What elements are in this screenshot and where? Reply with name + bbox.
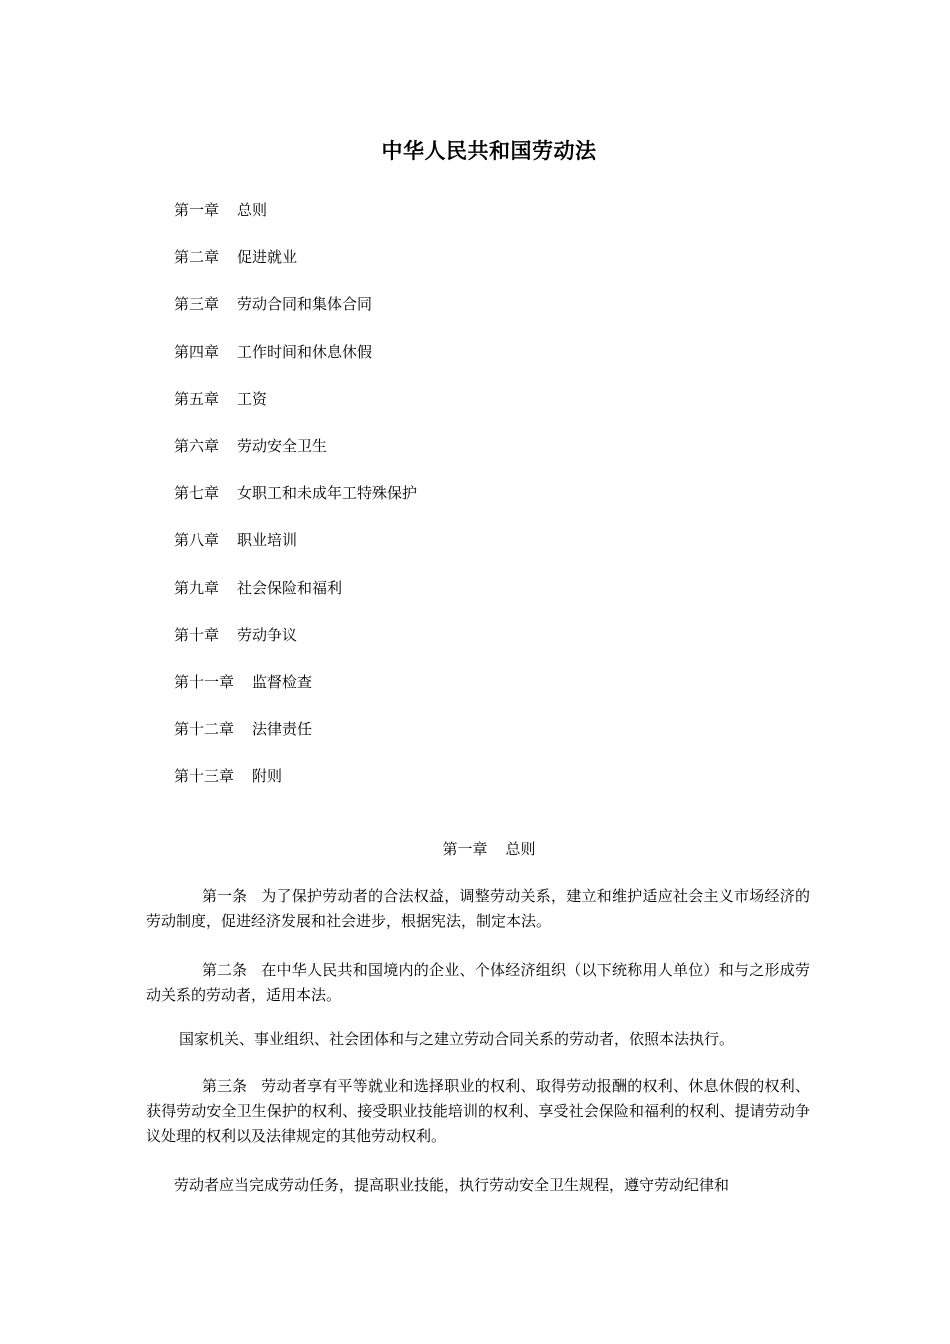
toc-chapter-number: 第七章 xyxy=(174,484,220,503)
article-text: 劳动者享有平等就业和选择职业的权利、取得劳动报酬的权利、休息休假的权利、获得劳动安全卫生保护的权利、接受职业技能培训的权利、享受社会保险和福利的权利、提请劳动争议处理的权利以及法律规定的其他劳动权利。 xyxy=(146,1077,810,1145)
toc-chapter-number: 第十三章 xyxy=(174,767,235,786)
chapter-name: 总则 xyxy=(505,840,536,858)
toc-item xyxy=(174,435,774,482)
toc-item xyxy=(174,624,774,671)
paragraph-text: 国家机关、事业组织、社会团体和与之建立劳动合同关系的劳动者，依照本法执行。 xyxy=(179,1030,735,1048)
article-number: 第二条 xyxy=(202,961,248,979)
toc-chapter-number: 第五章 xyxy=(174,389,220,408)
toc-chapter-name: 促进就业 xyxy=(237,248,298,267)
toc-chapter-name: 工作时间和休息休假 xyxy=(237,342,373,361)
toc-chapter-name: 劳动合同和集体合同 xyxy=(237,295,373,314)
toc-item xyxy=(174,765,774,812)
table-of-contents xyxy=(174,199,774,812)
toc-chapter-number: 第四章 xyxy=(174,342,220,361)
article-text: 为了保护劳动者的合法权益，调整劳动关系，建立和维护适应社会主义市场经济的劳动制度，促进经济发展和社会进步，根据宪法，制定本法。 xyxy=(146,887,810,930)
document-title: 中华人民共和国劳动法 xyxy=(381,138,597,163)
toc-chapter-number: 第三章 xyxy=(174,295,220,314)
toc-chapter-name: 总则 xyxy=(237,201,268,219)
chapter-number: 第一章 xyxy=(442,840,488,858)
toc-item xyxy=(174,577,774,624)
toc-item xyxy=(174,482,774,529)
paragraph xyxy=(146,1173,810,1198)
toc-chapter-name: 职业培训 xyxy=(237,531,298,550)
toc-chapter-number: 第八章 xyxy=(174,531,220,550)
article-number: 第三条 xyxy=(202,1077,248,1095)
paragraph-text: 劳动者应当完成劳动任务，提高职业技能，执行劳动安全卫生规程，遵守劳动纪律和 xyxy=(174,1176,730,1194)
toc-item xyxy=(174,246,774,293)
toc-chapter-number: 第十章 xyxy=(174,625,220,644)
toc-chapter-name: 社会保险和福利 xyxy=(237,578,343,597)
chapter-heading xyxy=(0,838,950,860)
article-paragraph xyxy=(146,958,810,1008)
toc-item xyxy=(174,529,774,576)
toc-chapter-name: 劳动争议 xyxy=(237,625,298,644)
article-paragraph xyxy=(146,1074,810,1149)
article-text: 在中华人民共和国境内的企业、个体经济组织（以下统称用人单位）和与之形成劳动关系的劳动者，适用本法。 xyxy=(146,961,810,1004)
article-paragraph xyxy=(146,884,810,934)
toc-chapter-name: 女职工和未成年工特殊保护 xyxy=(237,484,418,503)
toc-item xyxy=(174,671,774,718)
toc-chapter-number: 第九章 xyxy=(174,578,220,597)
toc-chapter-number: 第一章 xyxy=(174,201,220,219)
toc-chapter-name: 监督检查 xyxy=(252,672,313,691)
toc-item xyxy=(174,199,774,246)
toc-chapter-name: 工资 xyxy=(237,389,268,408)
toc-chapter-number: 第二章 xyxy=(174,248,220,267)
toc-chapter-name: 法律责任 xyxy=(252,720,313,739)
toc-chapter-number: 第六章 xyxy=(174,436,220,455)
toc-item xyxy=(174,341,774,388)
toc-chapter-name: 附则 xyxy=(252,767,283,786)
toc-item xyxy=(174,388,774,435)
toc-chapter-number: 第十二章 xyxy=(174,720,235,739)
toc-chapter-number: 第十一章 xyxy=(174,672,235,691)
toc-item xyxy=(174,293,774,340)
toc-item xyxy=(174,718,774,765)
paragraph xyxy=(146,1027,810,1052)
article-number: 第一条 xyxy=(202,887,248,905)
toc-chapter-name: 劳动安全卫生 xyxy=(237,436,328,455)
